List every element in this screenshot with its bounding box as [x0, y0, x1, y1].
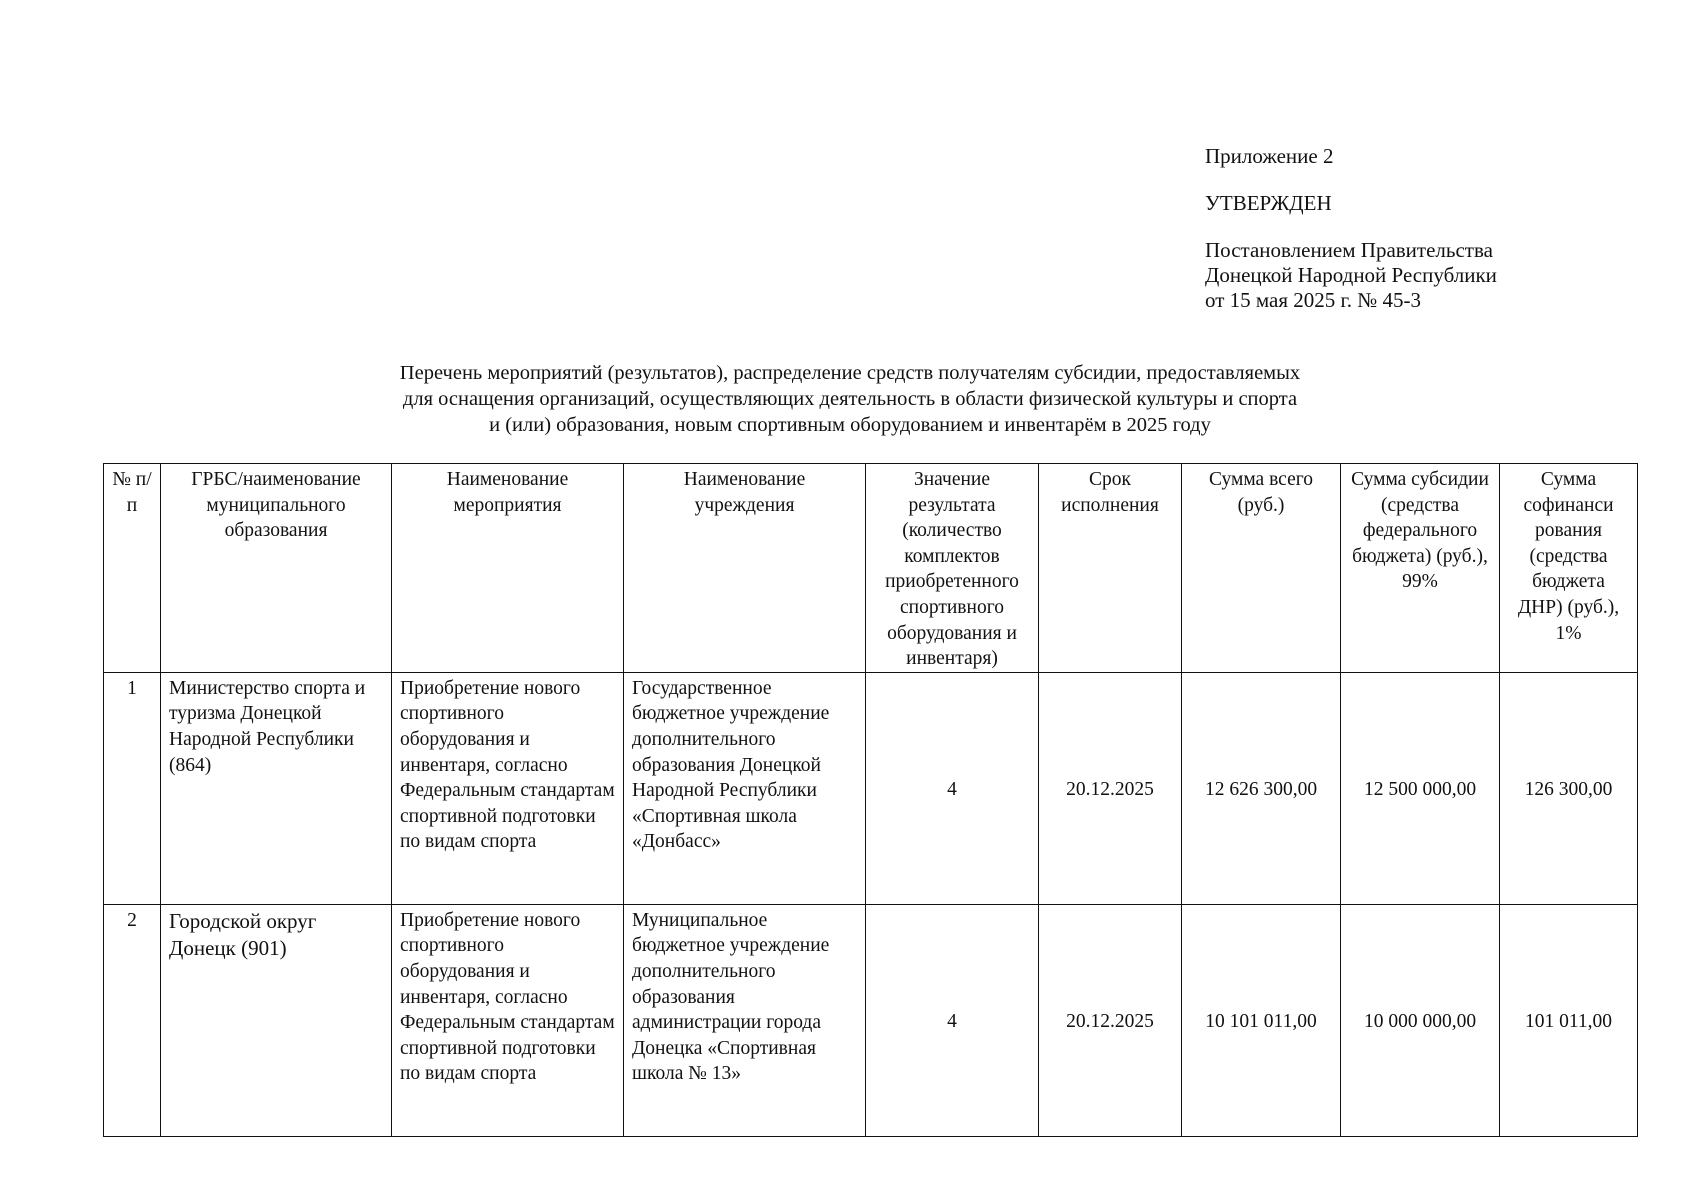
header-institution: Наименование учреждения [624, 464, 866, 673]
row-org: Городской округ Донецк (901) [161, 904, 392, 1136]
header-result: Значение результата (количество комплектов приобретенного спортивного оборудования и инвентаря) [866, 464, 1039, 673]
row-subsidy: 12 500 000,00 [1341, 672, 1500, 904]
table-row [104, 672, 1638, 904]
row-org: Министерство спорта и туризма Донецкой Народной Республики (864) [161, 672, 392, 904]
header-event: Наименование мероприятия [392, 464, 624, 673]
row-deadline: 20.12.2025 [1039, 672, 1182, 904]
header-number: № п/п [104, 464, 161, 673]
appendix-label: Приложение 2 [1205, 144, 1334, 168]
table-row [104, 904, 1638, 1136]
document-title [200, 360, 1500, 438]
header-cofinancing: Сумма софинанси рования (средства бюджета ДНР) (руб.), 1% [1500, 464, 1638, 673]
row-total: 12 626 300,00 [1182, 672, 1341, 904]
row-institution: Муниципальное бюджетное учреждение дополнительного образования администрации города Донецка «Спортивная школа № 13» [624, 904, 866, 1136]
row-cofinancing: 126 300,00 [1500, 672, 1638, 904]
row-deadline: 20.12.2025 [1039, 904, 1182, 1136]
row-result: 4 [866, 904, 1039, 1136]
row-result: 4 [866, 672, 1039, 904]
header-org: ГРБС/наименование муниципального образования [161, 464, 392, 673]
row-event: Приобретение нового спортивного оборудования и инвентаря, согласно Федеральным стандартам спортивной подготовки по видам спорта [392, 904, 624, 1136]
title-line: и (или) образования, новым спортивным оборудованием и инвентарём в 2025 году [489, 414, 1211, 436]
row-number: 2 [104, 904, 161, 1136]
header-deadline: Срок исполнения [1039, 464, 1182, 673]
header-total: Сумма всего (руб.) [1182, 464, 1341, 673]
subsidy-table [103, 463, 1638, 1137]
decree-line: Донецкой Народной Республики [1205, 263, 1497, 287]
decree-line: от 15 мая 2025 г. № 45-3 [1205, 288, 1422, 312]
row-institution: Государственное бюджетное учреждение дополнительного образования Донецкой Народной Республики «Спортивная школа «Донбасс» [624, 672, 866, 904]
approval-block [1205, 144, 1497, 313]
decree-line: Постановлением Правительства [1205, 238, 1493, 262]
row-event: Приобретение нового спортивного оборудования и инвентаря, согласно Федеральным стандартам спортивной подготовки по видам спорта [392, 672, 624, 904]
decree-reference [1205, 238, 1497, 313]
row-number: 1 [104, 672, 161, 904]
row-total: 10 101 011,00 [1182, 904, 1341, 1136]
title-line: для оснащения организаций, осуществляющих деятельность в области физической культуры и спорта [402, 388, 1298, 410]
row-cofinancing: 101 011,00 [1500, 904, 1638, 1136]
approved-label: УТВЕРЖДЕН [1205, 191, 1332, 215]
row-subsidy: 10 000 000,00 [1341, 904, 1500, 1136]
title-line: Перечень мероприятий (результатов), распределение средств получателям субсидии, предоставляемых [399, 362, 1301, 384]
table-header-row [104, 464, 1638, 673]
header-subsidy: Сумма субсидии (средства федерального бюджета) (руб.), 99% [1341, 464, 1500, 673]
